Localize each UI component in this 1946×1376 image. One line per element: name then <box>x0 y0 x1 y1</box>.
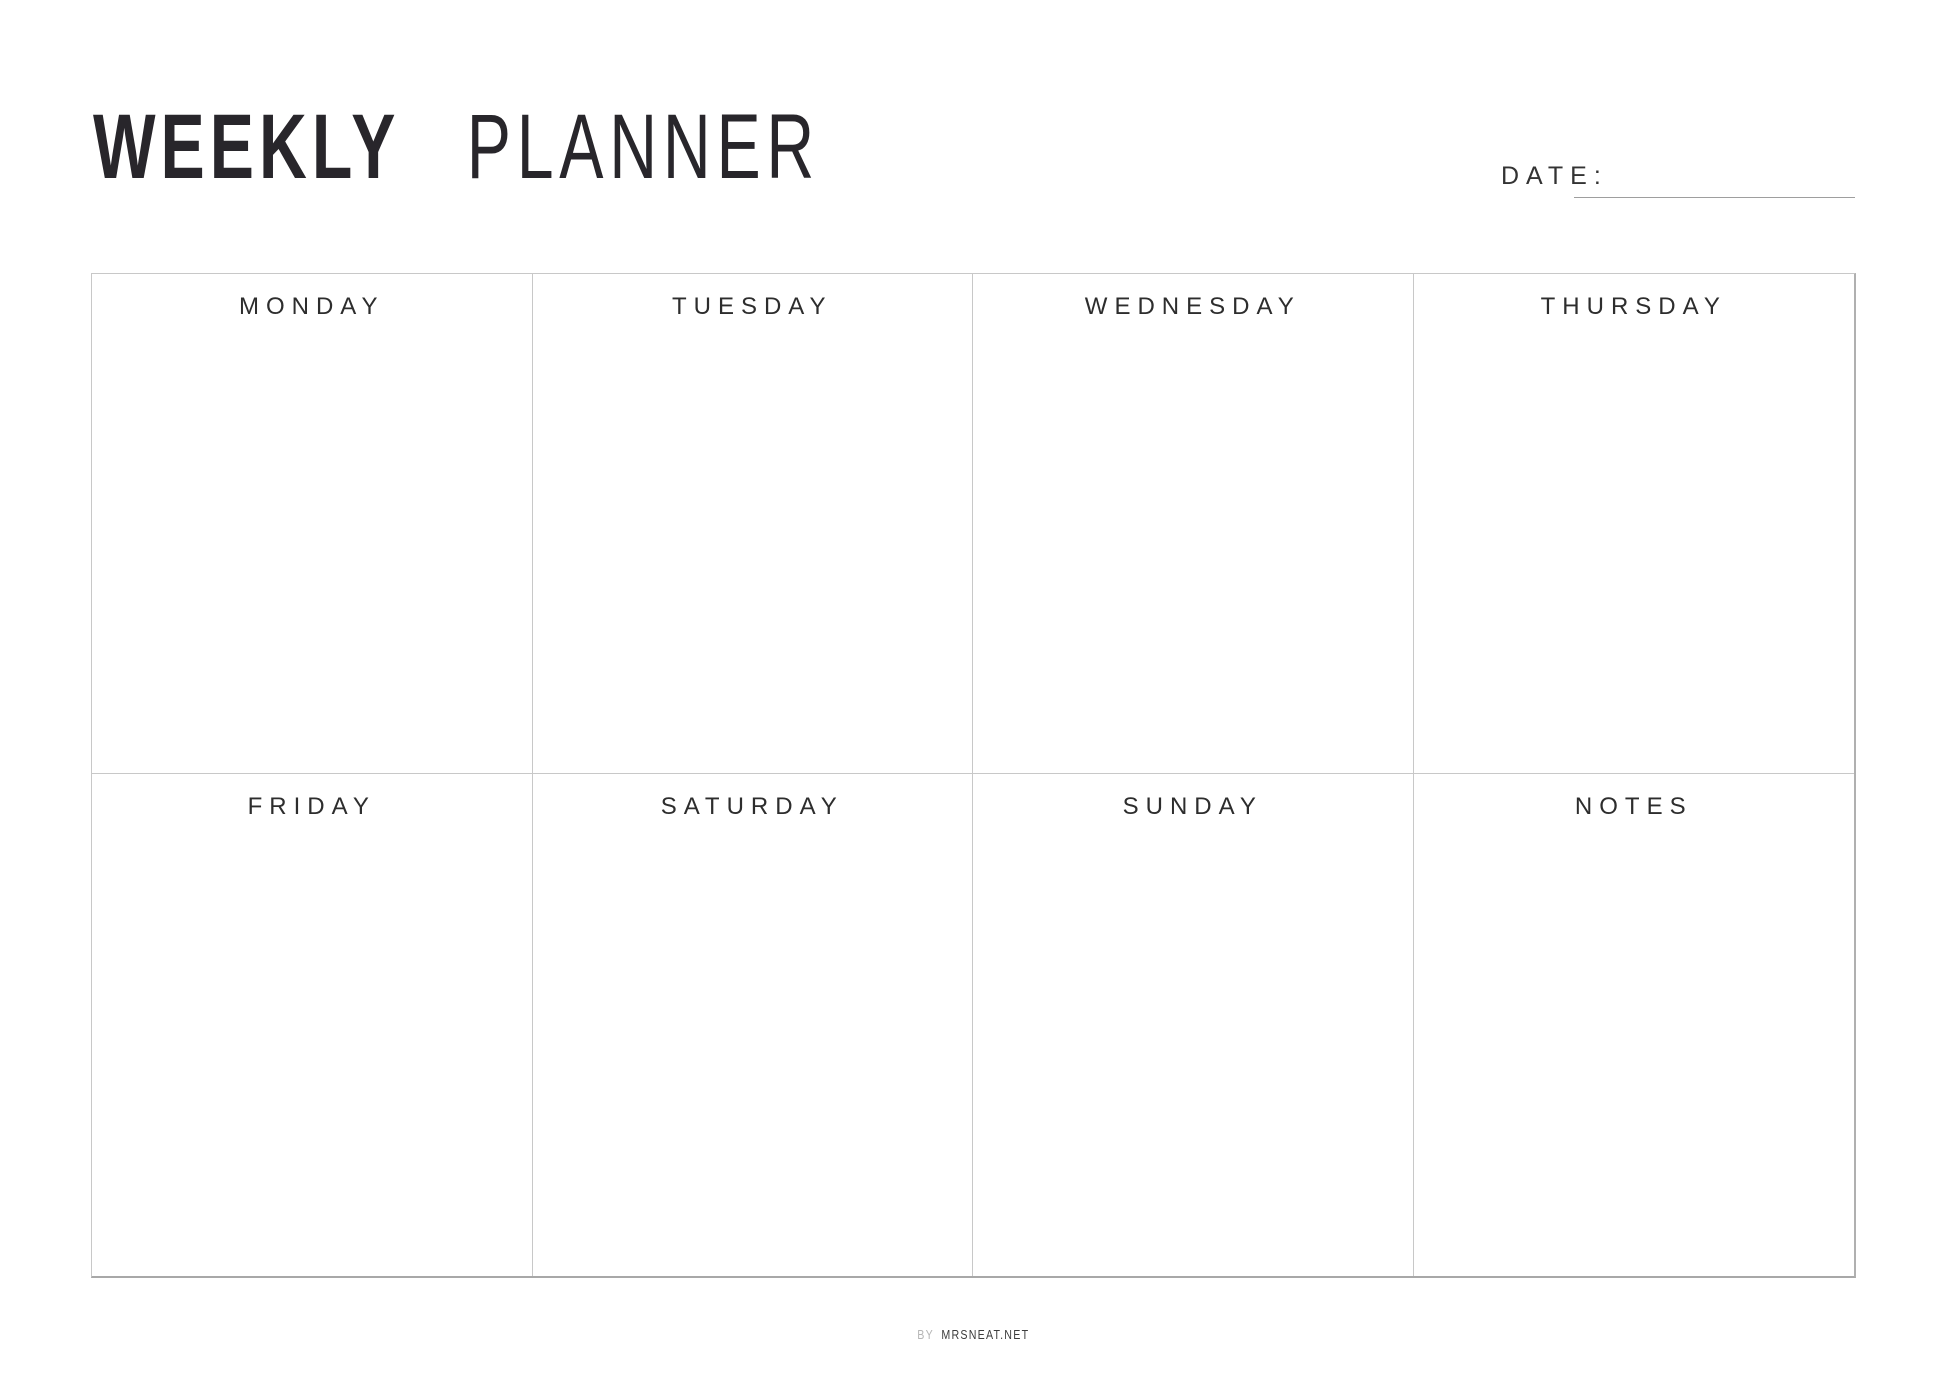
weekly-planner-grid <box>91 273 1856 1278</box>
day-cell-writing-area <box>92 821 532 1276</box>
day-cell-writing-area <box>973 821 1413 1276</box>
day-cell-label: TUESDAY <box>671 293 833 320</box>
day-cell-label: FRIDAY <box>247 793 376 820</box>
day-cell-label: MONDAY <box>238 293 385 320</box>
page-title <box>93 96 820 198</box>
notes-cell-label: NOTES <box>1574 793 1693 820</box>
day-cell-writing-area <box>1414 321 1855 773</box>
footer-credit-text <box>917 1326 1029 1343</box>
day-cell-label: SATURDAY <box>660 793 844 820</box>
page-title-primary: WEEKLY <box>93 96 401 198</box>
day-cell-thursday <box>1414 274 1855 774</box>
day-cell-writing-area <box>533 821 973 1276</box>
date-label: DATE: <box>1501 162 1608 190</box>
page-title-secondary: PLANNER <box>466 96 820 198</box>
footer-by-label: BY <box>916 1327 934 1342</box>
day-cell-wednesday <box>973 274 1414 774</box>
footer-credit <box>0 1326 1946 1343</box>
notes-cell <box>1414 774 1855 1276</box>
date-fill-in-line <box>1574 197 1855 198</box>
footer-brand-name: MRSNEAT.NET <box>941 1327 1030 1342</box>
day-cell-tuesday <box>533 274 974 774</box>
day-cell-label: SUNDAY <box>1122 793 1263 820</box>
day-cell-label: WEDNESDAY <box>1084 293 1301 320</box>
day-cell-friday <box>92 774 533 1276</box>
day-cell-saturday <box>533 774 974 1276</box>
notes-cell-writing-area <box>1414 821 1855 1276</box>
day-cell-sunday <box>973 774 1414 1276</box>
day-cell-monday <box>92 274 533 774</box>
day-cell-label: THURSDAY <box>1540 293 1727 320</box>
day-cell-writing-area <box>533 321 973 773</box>
day-cell-writing-area <box>92 321 532 773</box>
day-cell-writing-area <box>973 321 1413 773</box>
